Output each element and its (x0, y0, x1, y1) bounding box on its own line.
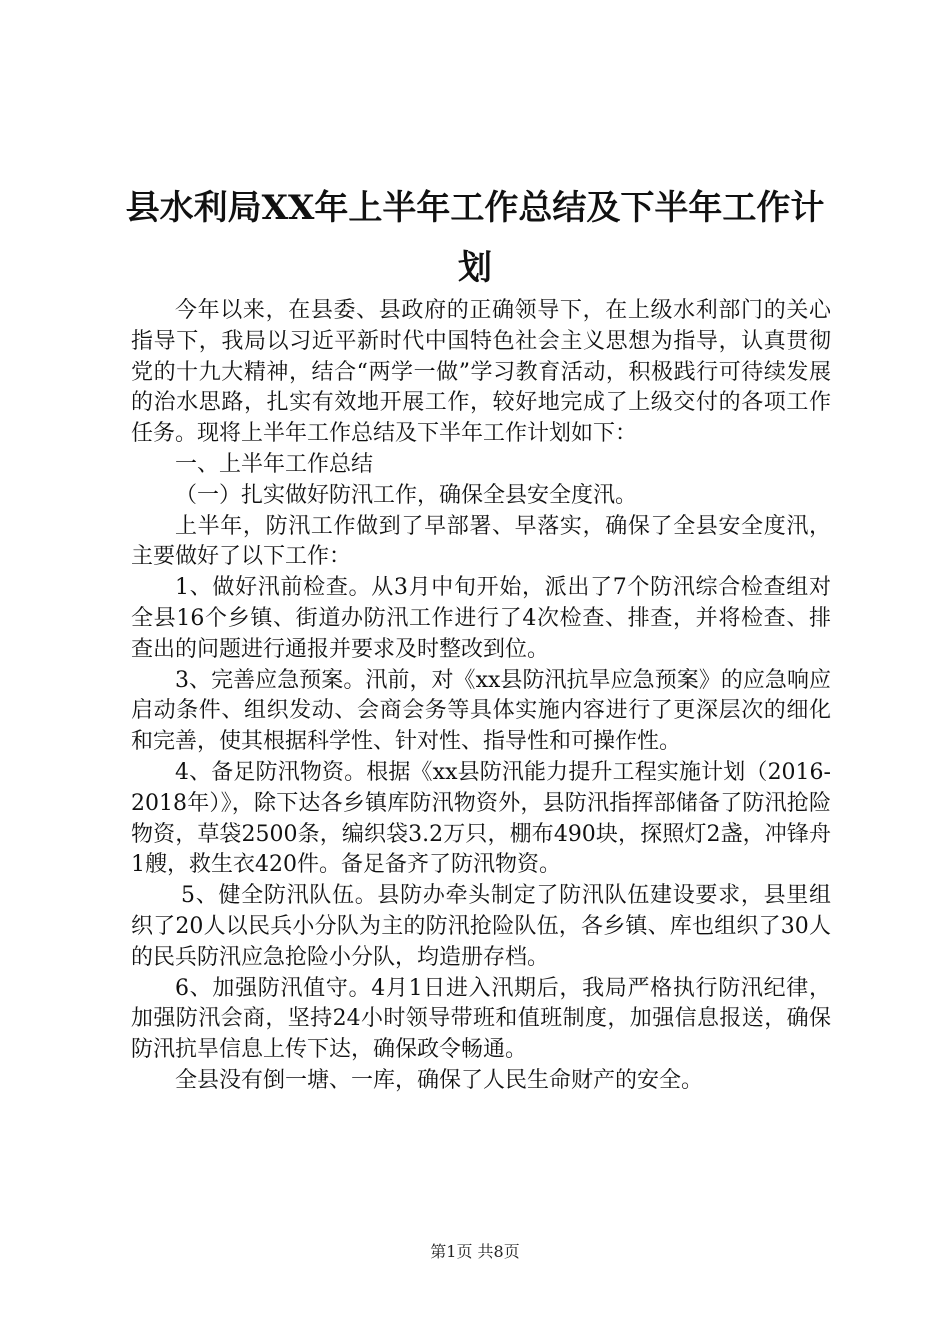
document-title: 县水利局XX年上半年工作总结及下半年工作计划 (125, 188, 825, 288)
conclusion-paragraph: 全县没有倒一塘、一库，确保了人民生命财产的安全。 (175, 1067, 704, 1093)
item-3-paragraph: 3、完善应急预案。汛前，对《xx县防汛抗旱应急预案》的应急响应启动条件、组织发动、会商会务等具体实施内容进行了更深层次的细化和完善，使其根据科学性、针对性、指导性和可操作性。 (131, 667, 831, 755)
item-1-paragraph: 1、做好汛前检查。从3月中旬开始，派出了7个防汛综合检查组对全县16个乡镇、街道办防汛工作进行了4次检查、排查，并将检查、排查出的问题进行通报并要求及时整改到位。 (131, 575, 831, 662)
item-4-paragraph: 4、备足防汛物资。根据《xx县防汛能力提升工程实施计划（2016-2018年）》，除下达各乡镇库防汛物资外，县防汛指挥部储备了防汛抢险物资，草袋2500条，编织袋3.2万只，棚布490块，探照灯2盏，冲锋舟1艘，救生衣420件。备足备齐了防汛物资。 (131, 759, 831, 878)
subsection-heading: （一）扎实做好防汛工作，确保全县安全度汛。 (175, 482, 638, 508)
document-body (131, 296, 831, 1097)
item-5-paragraph: 5、健全防汛队伍。县防办牵头制定了防汛队伍建设要求，县里组织了20人以民兵小分队为主的防汛抢险队伍，各乡镇、库也组织了30人的民兵防汛应急抢险小分队，均造册存档。 (131, 883, 831, 970)
flood-summary-paragraph: 上半年，防汛工作做到了早部署、早落实，确保了全县安全度汛，主要做好了以下工作： (131, 513, 831, 570)
intro-paragraph: 今年以来，在县委、县政府的正确领导下，在上级水利部门的关心指导下，我局以习近平新时代中国特色社会主义思想为指导，认真贯彻党的十九大精神，结合“两学一做”学习教育活动，积极践行可待续发展的治水思路，扎实有效地开展工作，较好地完成了上级交付的各项工作任务。现将上半年工作总结及下半年工作计划如下： (131, 298, 831, 447)
section-heading: 一、上半年工作总结 (175, 451, 374, 477)
page-footer: 第1页 共8页 (430, 1242, 520, 1261)
item-6-paragraph: 6、加强防汛值守。4月1日进入汛期后，我局严格执行防汛纪律，加强防汛会商，坚持24小时领导带班和值班制度，加强信息报送，确保防汛抗旱信息上传下达，确保政令畅通。 (131, 975, 831, 1063)
